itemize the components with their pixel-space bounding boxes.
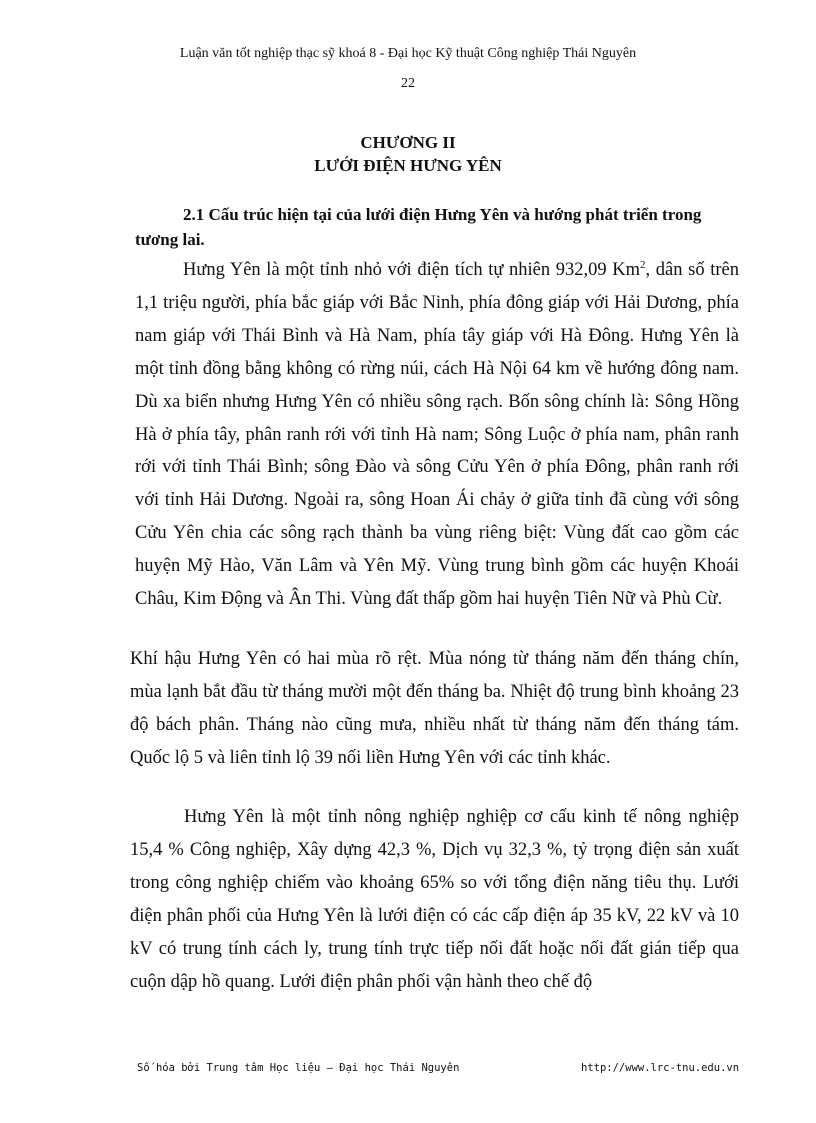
paragraph-economy: Hưng Yên là một tỉnh nông nghiệp nghiệp cơ cấu kinh tế nông nghiệp 15,4 % Công nghiệp, Xây dựng 42,3 %, Dịch vụ 32,3 %, tỷ trọng điện sản xuất trong công nghiệp chiếm vào khoảng 65% so với tổng điện năng tiêu thụ. Lưới điện phân phối của Hưng Yên là lưới điện có các cấp điện áp 35 kV, 22 kV và 10 kV có trung tính cách ly, trung tính trực tiếp nối đất hoặc nối đất gián tiếp qua cuộn dập hồ quang. Lưới điện phân phối vận hành theo chế độ (130, 807, 739, 992)
paragraph-geography (135, 254, 739, 616)
superscript: 2 (640, 258, 646, 271)
page-number: 22 (401, 76, 415, 91)
footer-url[interactable]: http://www.lrc-tnu.edu.vn (581, 1062, 740, 1074)
chapter-number: CHƯƠNG II (360, 133, 456, 152)
paragraph-text: Hưng Yên là một tỉnh nhỏ với điện tích tự nhiên 932,09 Km (183, 260, 641, 280)
footer-source: Số hóa bởi Trung tâm Học liệu – Đại học Thái Nguyên (137, 1062, 460, 1074)
paragraph-text: , dân số trên 1,1 triệu người, phía bắc giáp với Bắc Ninh, phía đông giáp với Hải Dương, phía nam giáp với Thái Bình và Hà Nam, phía tây giáp với Hà Đông. Hưng Yên là một tỉnh đồng bằng không có rừng núi, cách Hà Nội 64 km về hướng đông nam. Dù xa biển nhưng Hưng Yên có nhiều sông rạch. Bốn sông chính là: Sông Hồng Hà ở phía tây, phân ranh rới với tỉnh Hà nam; Sông Luộc ở phía nam, phân ranh rới với tỉnh Thái Bình; sông Đào và sông Cửu Yên ở phía Đông, phân ranh rới với tỉnh Hải Dương. Ngoài ra, sông Hoan Ái chảy ở giữa tỉnh đã cùng với sông Cửu Yên chia các sông rạch thành ba vùng riêng biệt: Vùng đất cao gồm các huyện Mỹ Hào, Văn Lâm và Yên Mỹ. Vùng trung bình gồm các huyện Khoái Châu, Kim Động và Ân Thi. Vùng đất thấp gồm hai huyện Tiên Nữ và Phù Cừ. (135, 260, 739, 610)
chapter-title: LƯỚI ĐIỆN HƯNG YÊN (314, 156, 502, 175)
paragraph-climate: Khí hậu Hưng Yên có hai mùa rõ rệt. Mùa nóng từ tháng năm đến tháng chín, mùa lạnh bắt đầu từ tháng mười một đến tháng ba. Nhiệt độ trung bình khoảng 23 độ bách phân. Tháng nào cũng mưa, nhiều nhất từ tháng năm đến tháng tám. Quốc lộ 5 và liên tỉnh lộ 39 nối liền Hưng Yên với các tỉnh khác. (130, 649, 739, 768)
running-header: Luận văn tốt nghiệp thạc sỹ khoá 8 - Đại học Kỹ thuật Công nghiệp Thái Nguyên (179, 46, 637, 61)
section-heading: 2.1 Cấu trúc hiện tại của lưới điện Hưng Yên và hướng phát triển trong tương lai. (135, 205, 702, 249)
